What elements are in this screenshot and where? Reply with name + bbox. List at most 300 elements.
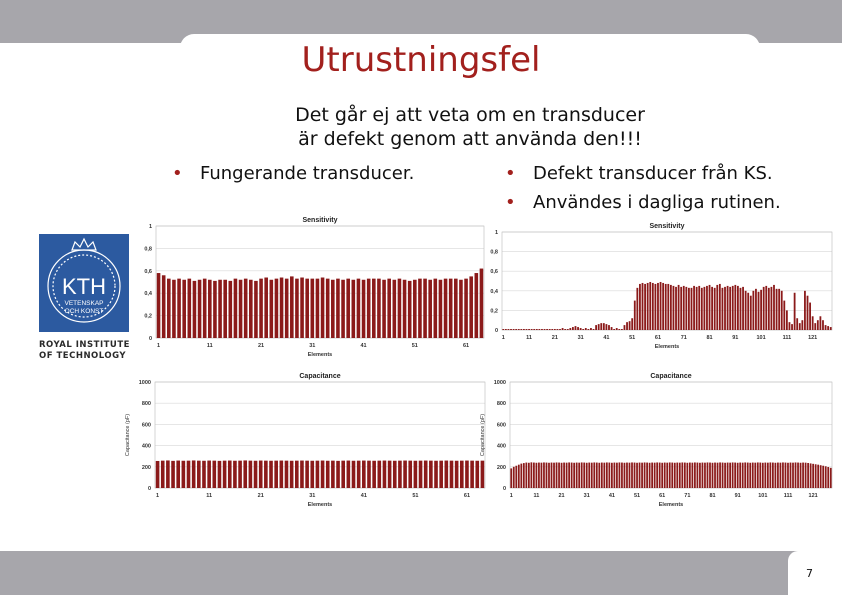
bar xyxy=(809,303,811,330)
bar xyxy=(403,280,407,338)
bar xyxy=(541,463,543,488)
bar xyxy=(732,462,734,488)
bar xyxy=(454,279,458,338)
bar xyxy=(727,463,729,488)
bar xyxy=(280,461,284,488)
bar xyxy=(543,462,545,488)
bullet-text: Defekt transducer från KS. xyxy=(533,163,773,184)
bar xyxy=(280,278,284,338)
bar xyxy=(634,463,636,488)
bullet-right-2 xyxy=(505,192,781,213)
bar xyxy=(711,287,713,330)
x-tick-label: 61 xyxy=(654,335,662,341)
bar xyxy=(817,465,819,488)
bullet-dot: • xyxy=(505,192,516,213)
bar xyxy=(502,329,504,330)
bar xyxy=(740,288,742,330)
page-number-box xyxy=(788,551,842,595)
bar xyxy=(639,284,641,330)
bar xyxy=(812,464,814,488)
bar xyxy=(546,329,548,330)
x-tick-label: 81 xyxy=(709,493,716,499)
bar xyxy=(531,462,533,488)
bar xyxy=(656,462,658,488)
bar xyxy=(772,463,774,488)
bar xyxy=(513,329,515,330)
bar xyxy=(802,463,804,488)
bar xyxy=(636,288,638,330)
bar xyxy=(786,310,788,330)
bar xyxy=(208,280,212,338)
bar xyxy=(737,286,739,330)
bar xyxy=(562,328,564,330)
bar xyxy=(606,324,608,330)
y-tick-label: 1 xyxy=(148,224,152,230)
bar xyxy=(582,329,584,330)
bar xyxy=(525,463,527,488)
bar xyxy=(182,280,186,338)
x-tick-label: 31 xyxy=(309,493,316,499)
bar xyxy=(697,463,699,488)
bar xyxy=(166,460,170,488)
bar xyxy=(716,285,718,330)
bar xyxy=(455,461,459,488)
bar xyxy=(249,280,253,338)
bar xyxy=(744,462,746,488)
bar xyxy=(564,329,566,330)
bar xyxy=(357,461,361,488)
y-tick-label: 1000 xyxy=(493,380,506,386)
bar xyxy=(795,462,797,488)
bar xyxy=(202,461,206,488)
bar xyxy=(596,463,598,488)
bar xyxy=(601,463,603,488)
bar xyxy=(749,463,751,488)
bar xyxy=(608,463,610,488)
slide-subtitle xyxy=(180,103,760,151)
bar xyxy=(515,466,517,488)
subtitle-line-2: är defekt genom att använda den!!! xyxy=(298,128,642,150)
bar xyxy=(192,460,196,488)
bar xyxy=(698,286,700,330)
bar xyxy=(526,329,528,330)
bar xyxy=(538,463,540,488)
bar xyxy=(629,321,631,330)
bar xyxy=(569,328,571,330)
bar xyxy=(777,463,779,488)
bar xyxy=(681,462,683,488)
bar xyxy=(393,280,397,338)
bar xyxy=(551,463,553,488)
bar xyxy=(418,279,422,338)
bar xyxy=(445,461,449,488)
bar xyxy=(239,280,243,338)
x-tick-label: 51 xyxy=(633,493,641,499)
x-tick-label: 71 xyxy=(684,493,691,499)
bar xyxy=(629,463,631,488)
bar xyxy=(213,281,217,338)
bar xyxy=(693,286,695,330)
bar xyxy=(444,279,448,338)
bar xyxy=(264,278,268,338)
bar xyxy=(764,463,766,488)
bar xyxy=(439,461,443,488)
bar xyxy=(533,329,535,330)
x-tick-label: 71 xyxy=(680,335,687,341)
x-tick-label: 121 xyxy=(808,493,818,499)
bar xyxy=(783,301,785,330)
bar xyxy=(757,462,759,488)
bar xyxy=(198,280,202,338)
bar xyxy=(676,463,678,488)
bar xyxy=(449,279,453,338)
bullet-text: Användes i dagliga rutinen. xyxy=(533,192,781,213)
bar xyxy=(577,327,579,330)
y-tick-label: 1000 xyxy=(138,380,151,386)
bar xyxy=(667,284,669,330)
bar xyxy=(674,463,676,488)
bar xyxy=(657,283,659,330)
bar xyxy=(269,461,273,488)
bar xyxy=(714,288,716,330)
logo-caption-line-1: ROYAL INSTITUTE xyxy=(39,340,130,350)
bar xyxy=(641,463,643,488)
bar xyxy=(188,279,192,338)
x-tick-label: 41 xyxy=(360,343,367,349)
bar xyxy=(274,461,278,488)
bar xyxy=(752,291,754,330)
bar xyxy=(372,461,376,488)
bar xyxy=(805,463,807,488)
bar xyxy=(362,461,366,488)
bar xyxy=(295,279,299,338)
bar xyxy=(177,279,181,338)
bar xyxy=(548,463,550,488)
bar xyxy=(218,461,222,488)
bar xyxy=(367,279,371,338)
bar xyxy=(791,324,793,330)
bar xyxy=(794,293,796,330)
bar xyxy=(254,461,258,488)
bar xyxy=(590,328,592,330)
bar xyxy=(229,281,233,338)
bar xyxy=(614,463,616,488)
x-tick-label: 11 xyxy=(206,493,213,499)
bar xyxy=(611,463,613,488)
bar xyxy=(703,287,705,330)
bar xyxy=(822,320,824,330)
bar xyxy=(157,273,161,338)
bar xyxy=(321,461,325,488)
bar xyxy=(654,463,656,488)
bar xyxy=(727,286,729,330)
bar xyxy=(505,329,507,330)
bar xyxy=(729,287,731,330)
bar xyxy=(233,461,237,488)
bar xyxy=(295,461,299,488)
x-axis-label: Elements xyxy=(654,344,680,350)
bar xyxy=(469,276,473,338)
kth-logo xyxy=(39,234,129,332)
y-tick-label: 0,2 xyxy=(490,308,498,315)
bar xyxy=(331,461,335,488)
bar xyxy=(300,461,304,488)
bar xyxy=(326,279,330,338)
x-axis-label: Elements xyxy=(658,502,684,508)
bar xyxy=(275,279,279,338)
bar xyxy=(598,324,600,330)
bar xyxy=(310,461,314,488)
bar xyxy=(754,463,756,488)
bar xyxy=(706,286,708,330)
bar xyxy=(586,463,588,488)
bar xyxy=(827,326,829,330)
bar xyxy=(575,326,577,330)
bar xyxy=(571,463,573,488)
x-tick-label: 121 xyxy=(808,335,818,341)
bar xyxy=(722,463,724,488)
x-tick-label: 61 xyxy=(463,343,470,349)
bar xyxy=(285,461,289,488)
x-tick-label: 1 xyxy=(157,343,161,349)
bar xyxy=(523,329,525,330)
x-tick-label: 81 xyxy=(706,335,713,341)
bar xyxy=(573,463,575,488)
bar xyxy=(290,276,294,338)
bar xyxy=(161,461,165,488)
bar xyxy=(646,463,648,488)
bar xyxy=(734,285,736,330)
bar xyxy=(717,463,719,488)
bar xyxy=(372,279,376,338)
bar xyxy=(559,329,561,330)
bar xyxy=(434,279,438,338)
bar xyxy=(608,325,610,330)
bar xyxy=(515,329,517,330)
bar xyxy=(631,462,633,488)
bar xyxy=(558,463,560,488)
bar xyxy=(423,279,427,338)
bar xyxy=(714,463,716,488)
bullet-left-1 xyxy=(172,163,414,184)
y-tick-label: 0,6 xyxy=(144,268,152,275)
chart-capacitance-defective xyxy=(470,368,838,514)
bar xyxy=(830,327,832,330)
bar xyxy=(207,461,211,488)
bar xyxy=(801,320,803,330)
bar xyxy=(747,463,749,488)
bar xyxy=(465,461,469,488)
bar xyxy=(254,281,258,338)
bar xyxy=(223,280,227,338)
bar xyxy=(557,329,559,330)
bar xyxy=(678,285,680,330)
x-tick-label: 1 xyxy=(509,493,513,499)
bar xyxy=(568,462,570,488)
bar xyxy=(750,296,752,330)
bar xyxy=(624,463,626,488)
bar xyxy=(510,329,512,330)
bar xyxy=(362,280,366,338)
x-tick-label: 111 xyxy=(783,493,793,499)
bar xyxy=(613,329,615,330)
bar xyxy=(626,463,628,488)
x-tick-label: 111 xyxy=(782,335,792,341)
bar xyxy=(654,284,656,330)
bar xyxy=(556,462,558,488)
y-tick-label: 400 xyxy=(496,443,506,450)
chart-title: Sensitivity xyxy=(649,223,685,230)
bar xyxy=(732,286,734,330)
bar xyxy=(285,279,289,338)
x-tick-label: 11 xyxy=(533,493,540,499)
bar xyxy=(669,462,671,488)
bar xyxy=(815,464,817,488)
bar xyxy=(554,329,556,330)
y-axis-label: Capacitance (pF) xyxy=(125,413,131,457)
bar xyxy=(724,463,726,488)
bar xyxy=(742,287,744,330)
x-tick-label: 31 xyxy=(583,493,590,499)
bar xyxy=(331,280,335,338)
logo-wordmark: KTH xyxy=(62,274,106,299)
bar xyxy=(249,461,253,488)
y-tick-label: 800 xyxy=(496,401,506,408)
x-axis-label: Elements xyxy=(307,502,333,508)
y-tick-label: 0,4 xyxy=(144,291,152,298)
bar xyxy=(259,279,263,338)
bar xyxy=(689,463,691,488)
bar xyxy=(347,461,351,488)
x-tick-label: 41 xyxy=(603,335,610,341)
bar xyxy=(218,280,222,338)
bar xyxy=(661,463,663,488)
bar xyxy=(408,281,412,338)
bar xyxy=(387,279,391,338)
bar xyxy=(709,463,711,488)
slide-title: Utrustningsfel xyxy=(301,40,541,80)
y-tick-label: 0 xyxy=(502,486,506,492)
bar xyxy=(763,287,765,330)
chart-sensitivity-defective xyxy=(478,214,838,358)
bar xyxy=(264,461,268,488)
x-tick-label: 91 xyxy=(732,335,739,341)
chart-title: Capacitance xyxy=(299,373,341,380)
bar xyxy=(670,285,672,330)
bar xyxy=(341,280,345,338)
bar xyxy=(413,280,417,338)
bar xyxy=(563,463,565,488)
chart-capacitance-working xyxy=(113,368,490,514)
bar xyxy=(598,463,600,488)
bar xyxy=(737,463,739,488)
bar xyxy=(807,463,809,488)
bar xyxy=(789,322,791,330)
logo-caption-line-2: OF TECHNOLOGY xyxy=(39,351,127,361)
bar xyxy=(707,462,709,488)
bar xyxy=(649,282,651,330)
bar xyxy=(367,461,371,488)
y-tick-label: 600 xyxy=(141,422,151,429)
x-tick-label: 91 xyxy=(734,493,741,499)
subtitle-line-1: Det går ej att veta om en transducer xyxy=(295,104,645,126)
x-tick-label: 101 xyxy=(758,493,768,499)
bar xyxy=(822,466,824,488)
bar xyxy=(561,463,563,488)
bar xyxy=(660,282,662,330)
bar xyxy=(316,461,320,488)
bar xyxy=(785,463,787,488)
x-tick-label: 41 xyxy=(360,493,367,499)
bar xyxy=(644,284,646,330)
y-tick-label: 800 xyxy=(141,401,151,408)
bar xyxy=(758,292,760,330)
bar xyxy=(414,461,418,488)
bar xyxy=(796,318,798,330)
bar xyxy=(684,463,686,488)
bar xyxy=(634,301,636,330)
bar xyxy=(810,463,812,488)
bar xyxy=(336,279,340,338)
bar xyxy=(549,329,551,330)
bar xyxy=(408,461,412,488)
x-tick-label: 51 xyxy=(411,343,418,349)
bar xyxy=(583,463,585,488)
bar xyxy=(528,329,530,330)
bar xyxy=(520,329,522,330)
x-tick-label: 61 xyxy=(463,493,471,499)
bar xyxy=(593,462,595,488)
bar xyxy=(388,461,392,488)
bar xyxy=(203,279,207,338)
y-tick-label: 0,4 xyxy=(490,288,498,295)
bullet-dot: • xyxy=(505,163,516,184)
y-tick-label: 0,2 xyxy=(144,313,152,320)
bar xyxy=(398,279,402,338)
bar xyxy=(659,463,661,488)
bar xyxy=(626,322,628,330)
bar xyxy=(382,280,386,338)
bar xyxy=(724,287,726,330)
bar xyxy=(336,461,340,488)
bar xyxy=(692,463,694,488)
bar xyxy=(383,461,387,488)
y-tick-label: 0,8 xyxy=(490,249,498,256)
bar xyxy=(719,284,721,330)
bar xyxy=(778,289,780,330)
bar xyxy=(812,316,814,330)
y-tick-label: 400 xyxy=(141,443,151,450)
y-tick-label: 0,6 xyxy=(490,269,498,276)
bullet-dot: • xyxy=(172,163,183,184)
bar xyxy=(576,463,578,488)
bar xyxy=(593,329,595,330)
y-tick-label: 0,8 xyxy=(144,246,152,253)
bar xyxy=(228,461,232,488)
bar xyxy=(171,461,175,488)
bar xyxy=(747,293,749,330)
bar xyxy=(536,329,538,330)
bar xyxy=(621,463,623,488)
bar xyxy=(769,462,771,488)
bar xyxy=(685,287,687,330)
bar xyxy=(546,463,548,488)
bar xyxy=(510,468,512,488)
bar xyxy=(459,280,463,338)
bar xyxy=(780,463,782,488)
bar xyxy=(675,287,677,330)
bar xyxy=(666,463,668,488)
